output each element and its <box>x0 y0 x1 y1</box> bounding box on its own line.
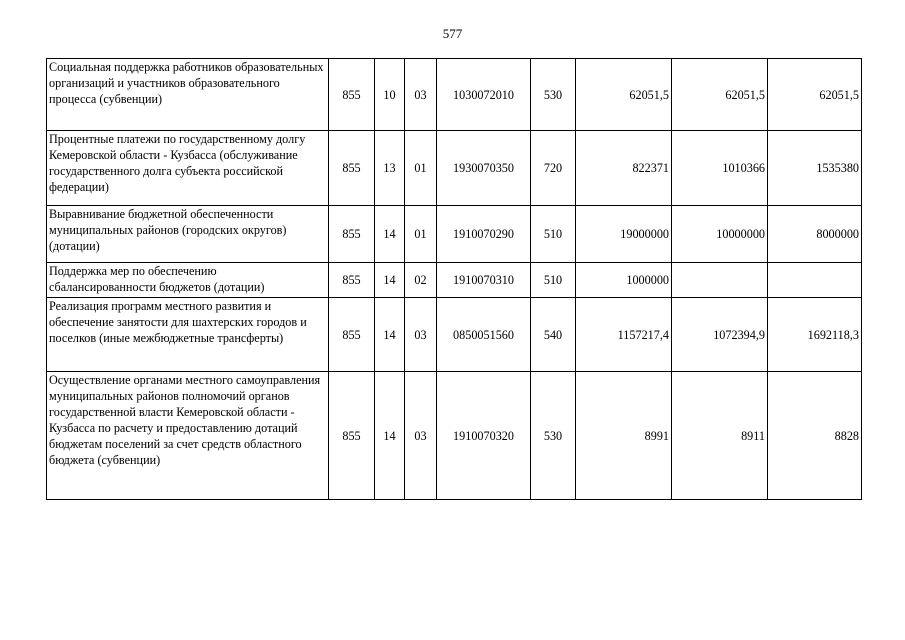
cell-csr: 1910070320 <box>437 372 531 500</box>
cell-pr: 03 <box>405 59 437 131</box>
row-description: Процентные платежи по государственному долгу Кемеровской области - Кузбасса (обслуживание государственного долга субъекта российской федерации) <box>47 131 329 206</box>
cell-sum-3: 8000000 <box>768 206 862 263</box>
cell-rz: 14 <box>375 206 405 263</box>
cell-vr: 510 <box>531 263 576 298</box>
cell-pr: 02 <box>405 263 437 298</box>
cell-pr: 01 <box>405 206 437 263</box>
cell-pr: 01 <box>405 131 437 206</box>
cell-rz: 14 <box>375 298 405 372</box>
cell-sum-1: 19000000 <box>576 206 672 263</box>
cell-sum-1: 1000000 <box>576 263 672 298</box>
table-row <box>47 298 862 372</box>
cell-sum-2: 8911 <box>672 372 768 500</box>
cell-rz: 14 <box>375 263 405 298</box>
cell-vr: 720 <box>531 131 576 206</box>
cell-ved: 855 <box>329 59 375 131</box>
cell-ved: 855 <box>329 131 375 206</box>
table-row <box>47 206 862 263</box>
cell-csr: 1030072010 <box>437 59 531 131</box>
cell-vr: 530 <box>531 372 576 500</box>
cell-pr: 03 <box>405 372 437 500</box>
table-row <box>47 131 862 206</box>
cell-rz: 10 <box>375 59 405 131</box>
row-description: Поддержка мер по обеспечению сбалансированности бюджетов (дотации) <box>47 263 329 298</box>
cell-sum-2: 62051,5 <box>672 59 768 131</box>
cell-sum-1: 1157217,4 <box>576 298 672 372</box>
cell-ved: 855 <box>329 372 375 500</box>
cell-csr: 1930070350 <box>437 131 531 206</box>
cell-sum-3: 1535380 <box>768 131 862 206</box>
cell-sum-1: 822371 <box>576 131 672 206</box>
cell-sum-2 <box>672 263 768 298</box>
cell-sum-1: 62051,5 <box>576 59 672 131</box>
row-description: Реализация программ местного развития и обеспечение занятости для шахтерских городов и поселков (иные межбюджетные трансферты) <box>47 298 329 372</box>
row-description: Выравнивание бюджетной обеспеченности муниципальных районов (городских округов) (дотации) <box>47 206 329 263</box>
cell-vr: 510 <box>531 206 576 263</box>
cell-rz: 13 <box>375 131 405 206</box>
cell-sum-3: 62051,5 <box>768 59 862 131</box>
cell-sum-3 <box>768 263 862 298</box>
cell-sum-1: 8991 <box>576 372 672 500</box>
row-description: Социальная поддержка работников образовательных организаций и участников образовательного процесса (субвенции) <box>47 59 329 131</box>
cell-ved: 855 <box>329 298 375 372</box>
cell-ved: 855 <box>329 206 375 263</box>
cell-ved: 855 <box>329 263 375 298</box>
cell-csr: 1910070290 <box>437 206 531 263</box>
cell-sum-2: 1010366 <box>672 131 768 206</box>
cell-csr: 1910070310 <box>437 263 531 298</box>
cell-csr: 0850051560 <box>437 298 531 372</box>
table-row <box>47 263 862 298</box>
cell-sum-2: 10000000 <box>672 206 768 263</box>
cell-sum-3: 8828 <box>768 372 862 500</box>
cell-sum-3: 1692118,3 <box>768 298 862 372</box>
page-number: 577 <box>442 26 463 41</box>
cell-sum-2: 1072394,9 <box>672 298 768 372</box>
table-row <box>47 59 862 131</box>
cell-rz: 14 <box>375 372 405 500</box>
cell-vr: 540 <box>531 298 576 372</box>
budget-table <box>46 58 862 500</box>
cell-vr: 530 <box>531 59 576 131</box>
row-description: Осуществление органами местного самоуправления муниципальных районов полномочий органов государственной власти Кемеровской области - Кузбасса по расчету и предоставлению дотаций бюджетам поселений за счет средств областного бюджета (субвенции) <box>47 372 329 500</box>
cell-pr: 03 <box>405 298 437 372</box>
table-row <box>47 372 862 500</box>
